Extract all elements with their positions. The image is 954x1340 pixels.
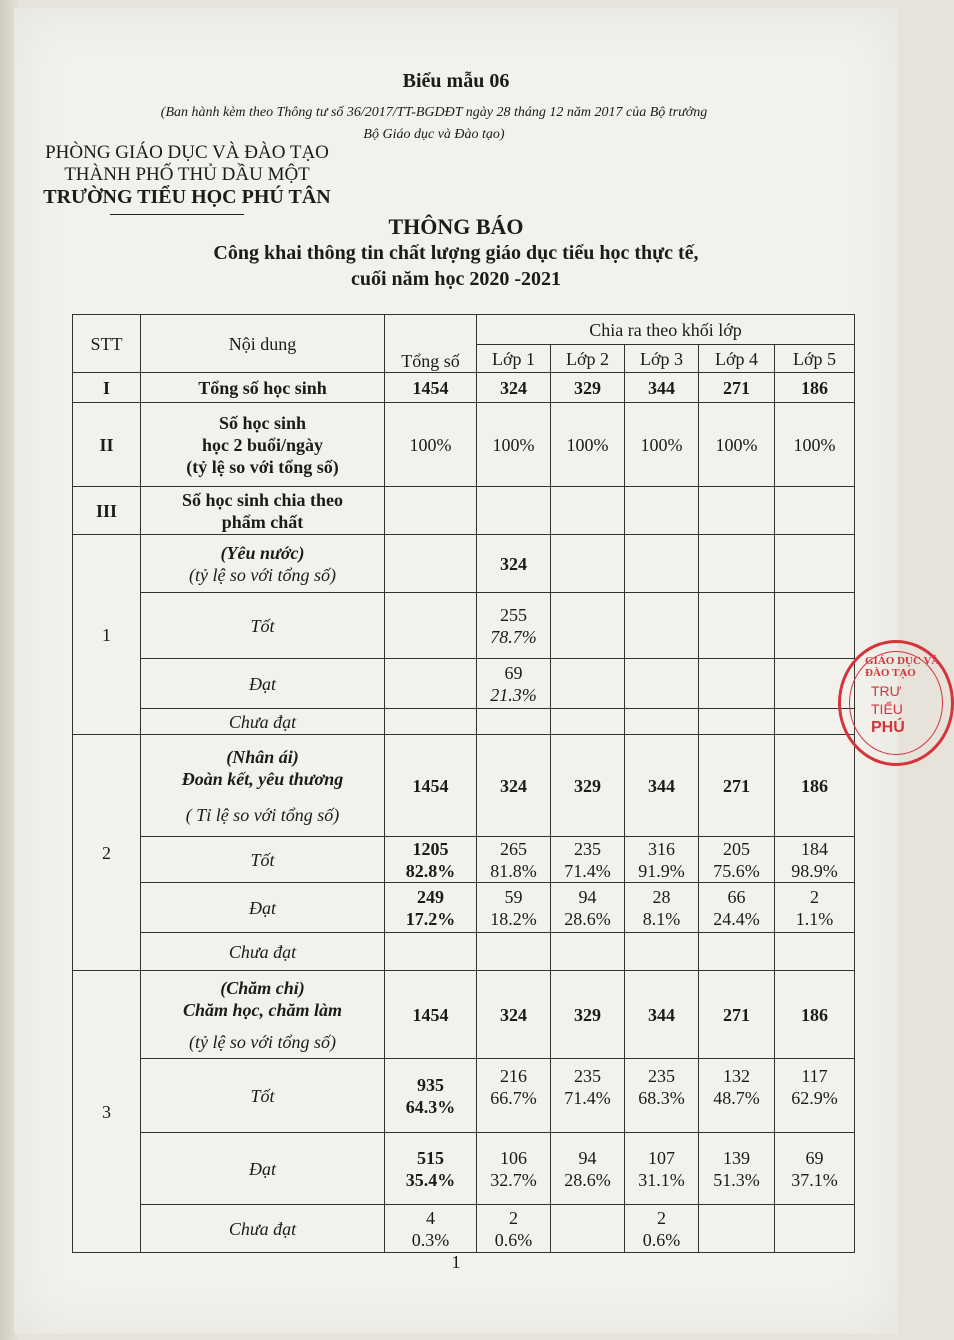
cell-value	[775, 535, 855, 593]
cell-value	[625, 593, 699, 659]
cell-count: 132	[723, 1066, 750, 1086]
header-grade: Lớp 5	[775, 345, 855, 373]
cell-value: 100%	[625, 403, 699, 487]
cell-count: 59	[504, 886, 523, 907]
cell-value	[699, 1205, 775, 1253]
cell-value: 329	[551, 735, 625, 837]
cell-value: 329	[551, 971, 625, 1059]
row-label: Tốt	[141, 837, 385, 883]
row-stt: II	[73, 403, 141, 487]
cell-value	[551, 1205, 625, 1253]
cell-value	[477, 659, 551, 709]
cell-percent: 28.6%	[564, 908, 611, 929]
cell-value	[477, 1059, 551, 1133]
row-label: Chưa đạt	[141, 933, 385, 971]
cell-count: 235	[648, 1066, 675, 1086]
cell-total	[385, 1059, 477, 1133]
school-name: TRƯỜNG TIỂU HỌC PHÚ TÂN	[43, 186, 331, 208]
table-row	[73, 1059, 855, 1133]
cell-value: 100%	[775, 403, 855, 487]
row-label	[141, 487, 385, 535]
cell-count: 117	[801, 1066, 828, 1086]
table-row	[73, 535, 855, 593]
cell-total	[385, 535, 477, 593]
form-note	[104, 102, 764, 146]
cell-value: 324	[477, 373, 551, 403]
cell-value: 186	[775, 735, 855, 837]
cell-percent: 78.7%	[490, 626, 537, 647]
table-row	[73, 659, 855, 709]
cell-value	[625, 659, 699, 709]
cell-count: 94	[578, 1147, 597, 1168]
cell-count: 235	[574, 838, 601, 859]
cell-count: 316	[648, 838, 675, 859]
row-stt: 2	[73, 735, 141, 971]
cell-value	[551, 933, 625, 971]
row-stt: 1	[73, 535, 141, 735]
cell-value	[699, 593, 775, 659]
row-label-line: ( Tỉ lệ so với tổng số)	[185, 804, 340, 825]
row-stt: III	[73, 487, 141, 535]
cell-total	[385, 1133, 477, 1205]
cell-value	[699, 837, 775, 883]
table-row	[73, 403, 855, 487]
agency-line2: THÀNH PHỐ THỦ DẦU MỘT	[64, 164, 310, 185]
row-label-line: (tỷ lệ so với tổng số)	[188, 1031, 337, 1052]
header-grade-group: Chia ra theo khối lớp	[477, 315, 855, 345]
cell-count: 515	[417, 1147, 444, 1168]
row-label-line: (tỷ lệ so với tổng số)	[188, 564, 337, 585]
cell-percent: 0.3%	[411, 1229, 450, 1250]
quality-table	[72, 314, 855, 1253]
row-label-line: phẩm chất	[221, 511, 304, 532]
cell-percent: 0.6%	[642, 1229, 681, 1250]
row-label	[141, 971, 385, 1059]
cell-percent: 24.4%	[713, 908, 760, 929]
cell-value	[477, 883, 551, 933]
cell-count: 235	[574, 1066, 601, 1086]
cell-value: 344	[625, 373, 699, 403]
cell-value: 344	[625, 971, 699, 1059]
cell-value	[699, 933, 775, 971]
row-label: Đạt	[141, 883, 385, 933]
cell-value	[699, 1133, 775, 1205]
table-row	[73, 971, 855, 1059]
cell-percent: 62.9%	[791, 1088, 838, 1108]
cell-percent: 75.6%	[713, 860, 760, 881]
notice-subtitle	[14, 240, 898, 292]
cell-value	[699, 883, 775, 933]
table-row	[73, 735, 855, 837]
cell-total	[385, 837, 477, 883]
row-label-line: Số học sinh	[218, 412, 307, 433]
row-label: Tốt	[141, 1059, 385, 1133]
table-row	[73, 487, 855, 535]
cell-percent: 64.3%	[405, 1096, 456, 1117]
cell-percent: 71.4%	[564, 860, 611, 881]
header-grade: Lớp 3	[625, 345, 699, 373]
row-label: Chưa đạt	[141, 1205, 385, 1253]
header-grade: Lớp 4	[699, 345, 775, 373]
cell-percent: 81.8%	[490, 860, 537, 881]
cell-count: 2	[810, 886, 819, 907]
cell-value	[551, 487, 625, 535]
cell-value	[625, 883, 699, 933]
cell-value	[551, 535, 625, 593]
cell-count: 935	[417, 1074, 444, 1095]
row-label: Đạt	[141, 659, 385, 709]
cell-count: 184	[801, 838, 828, 859]
cell-count: 139	[723, 1147, 750, 1168]
cell-count: 1205	[412, 838, 449, 859]
notice-title: THÔNG BÁO	[388, 214, 524, 239]
header-total: Tổng số	[385, 315, 477, 373]
cell-value: 324	[477, 535, 551, 593]
cell-percent: 17.2%	[405, 908, 456, 929]
table-row	[73, 883, 855, 933]
table-row	[73, 837, 855, 883]
cell-count: 2	[657, 1207, 666, 1228]
cell-value	[551, 1133, 625, 1205]
cell-count: 2	[509, 1207, 518, 1228]
cell-value: 100%	[477, 403, 551, 487]
row-label: Chưa đạt	[141, 709, 385, 735]
cell-value: 100%	[699, 403, 775, 487]
cell-value	[477, 1133, 551, 1205]
cell-value	[477, 1205, 551, 1253]
cell-value	[775, 933, 855, 971]
cell-value	[699, 659, 775, 709]
cell-count: 106	[500, 1147, 527, 1168]
cell-percent: 21.3%	[490, 684, 537, 705]
cell-percent: 98.9%	[791, 860, 838, 881]
cell-total: 1454	[385, 971, 477, 1059]
cell-value: 271	[699, 735, 775, 837]
cell-value	[699, 535, 775, 593]
cell-percent: 71.4%	[564, 1088, 611, 1108]
stamp-text: PHÚ	[871, 719, 905, 736]
document-page	[14, 8, 898, 1334]
cell-value	[477, 593, 551, 659]
form-title: Biểu mẫu 06	[402, 70, 510, 92]
table-row	[73, 1133, 855, 1205]
cell-total	[385, 659, 477, 709]
stamp-text: GIÁO DỤC VÀ ĐÀO TẠO	[865, 655, 940, 679]
stamp-text: TRƯ	[871, 683, 902, 699]
cell-count: 249	[417, 886, 444, 907]
table-row	[73, 593, 855, 659]
cell-value: 186	[775, 373, 855, 403]
cell-value	[775, 1133, 855, 1205]
stamp-text: TIỂU	[871, 701, 903, 717]
cell-count: 4	[426, 1207, 435, 1228]
row-label-line: (Nhân ái)	[226, 746, 299, 767]
agency-line1: PHÒNG GIÁO DỤC VÀ ĐÀO TẠO	[45, 142, 329, 163]
cell-value	[775, 1059, 855, 1133]
cell-percent: 18.2%	[490, 908, 537, 929]
page-number: 1	[451, 1252, 461, 1272]
cell-value	[699, 1059, 775, 1133]
row-label-line: Đoàn kết, yêu thương	[181, 768, 344, 789]
row-label-line: học 2 buổi/ngày	[201, 434, 324, 455]
cell-value: 186	[775, 971, 855, 1059]
cell-percent: 8.1%	[642, 908, 681, 929]
cell-count: 205	[723, 838, 750, 859]
header-content: Nội dung	[141, 315, 385, 373]
table-row	[73, 933, 855, 971]
cell-count: 255	[500, 604, 527, 625]
cell-value	[625, 709, 699, 735]
cell-value	[625, 933, 699, 971]
cell-percent: 66.7%	[490, 1088, 537, 1108]
cell-value	[477, 709, 551, 735]
row-label-line: (Chăm chỉ)	[220, 977, 305, 998]
cell-count: 107	[648, 1147, 675, 1168]
cell-value	[551, 709, 625, 735]
cell-percent: 1.1%	[795, 908, 834, 929]
table-row	[73, 1205, 855, 1253]
cell-value	[551, 659, 625, 709]
cell-value	[775, 837, 855, 883]
cell-percent: 48.7%	[713, 1088, 760, 1108]
cell-count: 216	[500, 1066, 527, 1086]
header-grade: Lớp 2	[551, 345, 625, 373]
cell-percent: 0.6%	[494, 1229, 533, 1250]
header-grade: Lớp 1	[477, 345, 551, 373]
agency-header	[22, 142, 352, 208]
cell-percent: 35.4%	[405, 1169, 456, 1190]
cell-value: 271	[699, 971, 775, 1059]
table-row	[73, 709, 855, 735]
row-label: Tốt	[141, 593, 385, 659]
cell-value	[775, 487, 855, 535]
cell-count: 94	[578, 886, 597, 907]
row-label	[141, 735, 385, 837]
cell-value	[775, 593, 855, 659]
cell-value	[477, 933, 551, 971]
cell-value	[625, 487, 699, 535]
form-note-line2: Bộ Giáo dục và Đào tạo)	[363, 127, 505, 142]
cell-value	[551, 593, 625, 659]
cell-total: 1454	[385, 373, 477, 403]
cell-count: 28	[652, 886, 671, 907]
cell-value	[699, 487, 775, 535]
cell-value: 344	[625, 735, 699, 837]
cell-value: 324	[477, 735, 551, 837]
row-stt: 3	[73, 971, 141, 1253]
cell-value: 271	[699, 373, 775, 403]
cell-value	[625, 837, 699, 883]
row-label-line: Chăm học, chăm làm	[182, 999, 343, 1020]
table-row	[73, 373, 855, 403]
cell-value	[551, 883, 625, 933]
cell-percent: 82.8%	[405, 860, 456, 881]
form-note-line1: (Ban hành kèm theo Thông tư số 36/2017/TT-BGDĐT ngày 28 tháng 12 năm 2017 của Bộ trưởng	[160, 105, 708, 120]
row-label	[141, 403, 385, 487]
cell-total	[385, 709, 477, 735]
notice-subtitle-line2: cuối năm học 2020 -2021	[351, 268, 561, 290]
cell-value: 324	[477, 971, 551, 1059]
cell-total	[385, 593, 477, 659]
cell-count: 69	[504, 662, 523, 683]
cell-percent: 91.9%	[638, 860, 685, 881]
cell-total	[385, 1205, 477, 1253]
row-label: Tổng số học sinh	[141, 373, 385, 403]
cell-value	[625, 1133, 699, 1205]
notice-subtitle-line1: Công khai thông tin chất lượng giáo dục tiểu học thực tế,	[213, 242, 699, 264]
cell-value	[699, 709, 775, 735]
cell-value	[625, 1205, 699, 1253]
cell-value	[775, 1205, 855, 1253]
cell-total: 1454	[385, 735, 477, 837]
row-stt: I	[73, 373, 141, 403]
red-stamp-seal	[838, 640, 954, 766]
cell-value	[477, 837, 551, 883]
cell-count: 69	[805, 1147, 824, 1168]
row-label	[141, 535, 385, 593]
cell-count: 66	[727, 886, 746, 907]
row-label-line: (Yêu nước)	[220, 542, 305, 563]
cell-value	[625, 1059, 699, 1133]
cell-percent: 68.3%	[638, 1088, 685, 1108]
cell-percent: 32.7%	[490, 1169, 537, 1190]
cell-percent: 37.1%	[791, 1169, 838, 1190]
cell-count: 265	[500, 838, 527, 859]
cell-value	[551, 837, 625, 883]
cell-percent: 31.1%	[638, 1169, 685, 1190]
cell-total: 100%	[385, 403, 477, 487]
cell-value	[775, 883, 855, 933]
cell-value: 100%	[551, 403, 625, 487]
cell-total	[385, 487, 477, 535]
cell-total	[385, 883, 477, 933]
cell-value	[477, 487, 551, 535]
cell-total	[385, 933, 477, 971]
row-label-line: (tỷ lệ so với tổng số)	[186, 456, 339, 477]
cell-value	[625, 535, 699, 593]
row-label-line: Số học sinh chia theo	[181, 489, 344, 510]
header-stt: STT	[73, 315, 141, 373]
cell-percent: 28.6%	[564, 1169, 611, 1190]
cell-percent: 51.3%	[713, 1169, 760, 1190]
cell-value	[551, 1059, 625, 1133]
row-label: Đạt	[141, 1133, 385, 1205]
cell-value: 329	[551, 373, 625, 403]
